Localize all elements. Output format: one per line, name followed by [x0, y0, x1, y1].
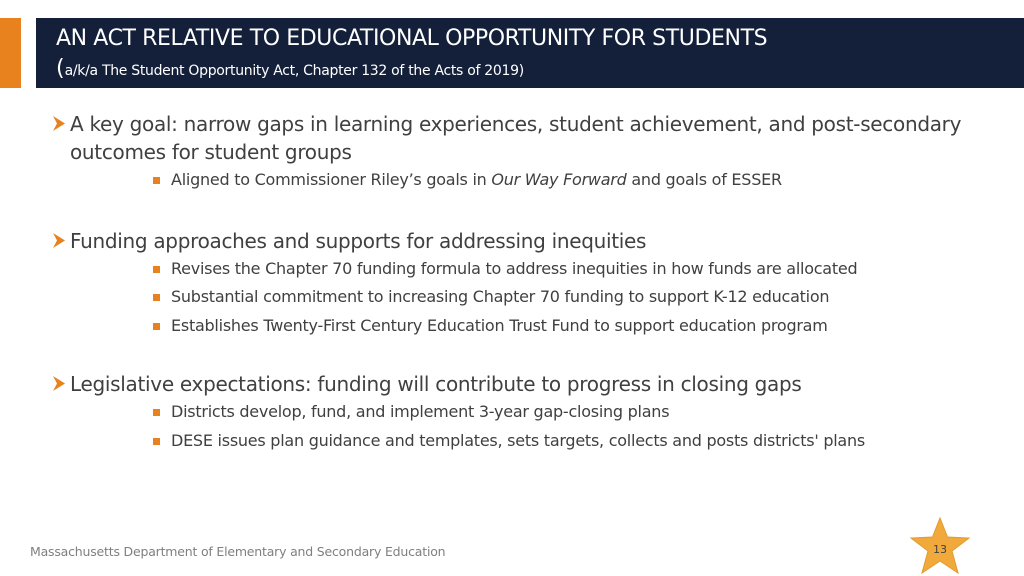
- sub-bullet: [153, 166, 992, 195]
- sub-bullet-text-after: and goals of ESSER: [626, 170, 782, 189]
- square-bullet-icon: [153, 294, 160, 301]
- bullet-text: A key goal: narrow gaps in learning experiences, student achievement, and post-secondary outcomes for student groups: [70, 112, 962, 164]
- sub-bullet: [153, 283, 992, 312]
- sub-bullet: [153, 255, 992, 284]
- sub-bullet-text-emphasis: Our Way Forward: [491, 170, 627, 189]
- sub-bullet-text: DESE issues plan guidance and templates, sets targets, collects and posts districts' plans: [171, 430, 865, 450]
- footer-org-name: Massachusetts Department of Elementary and Secondary Education: [30, 544, 446, 559]
- sub-bullet: [153, 398, 992, 427]
- arrow-bullet-icon: [52, 233, 66, 248]
- subtitle-close-paren: ): [518, 63, 525, 79]
- bullet-funding: [52, 227, 992, 255]
- sub-bullet: [153, 427, 992, 456]
- subtitle-text: a/k/a The Student Opportunity Act, Chapter 132 of the Acts of 2019: [64, 63, 519, 79]
- sub-bullet-text: Districts develop, fund, and implement 3-year gap-closing plans: [171, 402, 670, 421]
- accent-bar: [0, 18, 21, 88]
- square-bullet-icon: [153, 323, 160, 330]
- sub-bullet: [153, 312, 992, 341]
- page-number-badge: [908, 516, 972, 576]
- slide-body: [52, 110, 992, 455]
- square-bullet-icon: [153, 266, 160, 273]
- arrow-bullet-icon: [52, 116, 66, 131]
- slide-subtitle: [56, 56, 524, 81]
- sub-bullet-text: Establishes Twenty-First Century Education Trust Fund to support education program: [171, 315, 828, 335]
- slide-title: AN ACT RELATIVE TO EDUCATIONAL OPPORTUNITY FOR STUDENTS: [56, 26, 768, 51]
- sub-bullet-text: Substantial commitment to increasing Chapter 70 funding to support K-12 education: [171, 287, 830, 306]
- square-bullet-icon: [153, 177, 160, 184]
- arrow-bullet-icon: [52, 376, 66, 391]
- title-bar: [36, 18, 1024, 88]
- square-bullet-icon: [153, 409, 160, 416]
- bullet-key-goal: [52, 110, 992, 166]
- square-bullet-icon: [153, 438, 160, 445]
- bullet-legislative: [52, 370, 992, 398]
- subtitle-open-paren: (: [56, 56, 65, 81]
- page-number: 13: [933, 543, 947, 556]
- sub-bullet-text-before: Aligned to Commissioner Riley’s goals in: [171, 170, 492, 189]
- bullet-text: Legislative expectations: funding will contribute to progress in closing gaps: [70, 372, 802, 396]
- bullet-text: Funding approaches and supports for addressing inequities: [70, 228, 647, 253]
- sub-bullet-text: Revises the Chapter 70 funding formula to address inequities in how funds are allocated: [171, 258, 858, 278]
